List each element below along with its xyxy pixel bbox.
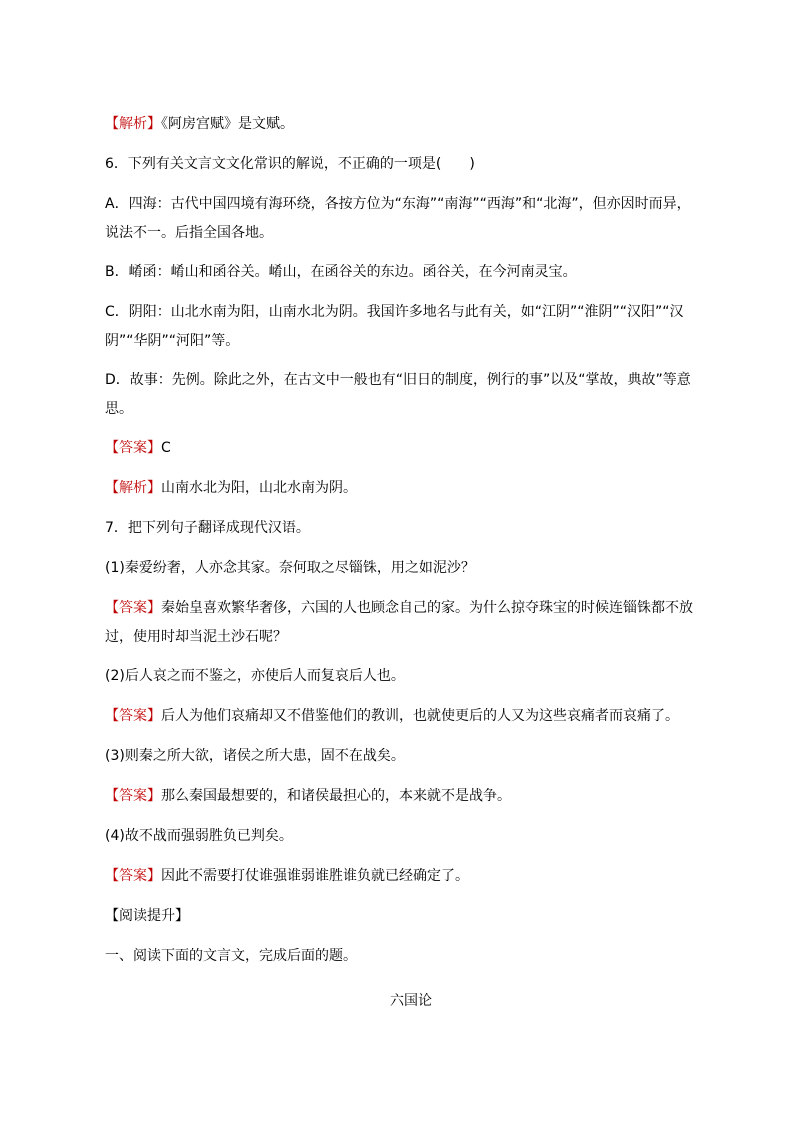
answer-line bbox=[105, 594, 695, 652]
line-text: D．故事：先例。除此之外，在古文中一般也有“旧日的制度，例行的事”以及“掌故，典故”等意思。 bbox=[105, 372, 691, 417]
sentence-1 bbox=[105, 554, 695, 583]
sentence-2 bbox=[105, 662, 695, 691]
reading-instruction bbox=[105, 942, 695, 971]
analysis-tag: 【解析】 bbox=[105, 480, 161, 496]
sentence-4 bbox=[105, 822, 695, 851]
answer-line bbox=[105, 434, 695, 463]
line-text: 因此不需要打仗谁强谁弱谁胜谁负就已经确定了。 bbox=[161, 868, 469, 884]
option-c bbox=[105, 298, 695, 356]
line-text: (4)故不战而强弱胜负已判矣。 bbox=[105, 828, 293, 844]
option-a bbox=[105, 190, 695, 248]
line-text: 《阿房宫赋》是文赋。 bbox=[161, 116, 294, 132]
line-text: 7．把下列句子翻译成现代汉语。 bbox=[105, 520, 310, 536]
question-7 bbox=[105, 514, 695, 543]
line-text: B．崤函：崤山和函谷关。崤山，在函谷关的东边。函谷关，在今河南灵宝。 bbox=[105, 264, 577, 280]
answer-tag: 【答案】 bbox=[105, 600, 161, 616]
line-text: C bbox=[161, 440, 171, 456]
analysis-tag: 【解析】 bbox=[105, 116, 161, 132]
sentence-3 bbox=[105, 742, 695, 771]
line-text: 一、阅读下面的文言文，完成后面的题。 bbox=[105, 948, 357, 964]
answer-line bbox=[105, 862, 695, 891]
answer-tag: 【答案】 bbox=[105, 440, 161, 456]
answer-tag: 【答案】 bbox=[105, 788, 161, 804]
answer-tag: 【答案】 bbox=[105, 708, 161, 724]
line-text: (2)后人哀之而不鉴之，亦使后人而复哀后人也。 bbox=[105, 668, 405, 684]
line-text: (3)则秦之所大欲，诸侯之所大患，固不在战矣。 bbox=[105, 748, 405, 764]
answer-line bbox=[105, 702, 695, 731]
answer-tag: 【答案】 bbox=[105, 868, 161, 884]
passage-title: 六国论 bbox=[390, 993, 432, 1009]
line-text: 【阅读提升】 bbox=[105, 908, 189, 924]
line-text: 秦始皇喜欢繁华奢侈，六国的人也顾念自己的家。为什么掠夺珠宝的时候连锱铢都不放过，使用时却当泥土沙石呢？ bbox=[105, 600, 693, 645]
line-text: 那么秦国最想要的，和诸侯最担心的，本来就不是战争。 bbox=[161, 788, 511, 804]
line-text: 山南水北为阳，山北水南为阴。 bbox=[161, 480, 357, 496]
section-heading bbox=[105, 902, 695, 931]
question-6 bbox=[105, 150, 695, 179]
analysis-line bbox=[105, 110, 695, 139]
answer-line bbox=[105, 782, 695, 811]
line-text: (1)秦爱纷奢，人亦念其家。奈何取之尽锱铢，用之如泥沙？ bbox=[105, 560, 475, 576]
line-text: A．四海：古代中国四境有海环绕，各按方位为“东海”“南海”“西海”和“北海”，但亦因时而异，说法不一。后指全国各地。 bbox=[105, 196, 691, 241]
line-text: 后人为他们哀痛却又不借鉴他们的教训，也就使更后的人又为这些哀痛者而哀痛了。 bbox=[161, 708, 679, 724]
option-d bbox=[105, 366, 695, 424]
analysis-line bbox=[105, 474, 695, 503]
option-b bbox=[105, 258, 695, 287]
line-text: C．阴阳：山北水南为阳，山南水北为阴。我国许多地名与此有关，如“江阴”“淮阴”“汉阳”“汉阴”“华阴”“河阳”等。 bbox=[105, 304, 684, 349]
line-text: 6．下列有关文言文文化常识的解说，不正确的一项是( ) bbox=[105, 156, 475, 172]
